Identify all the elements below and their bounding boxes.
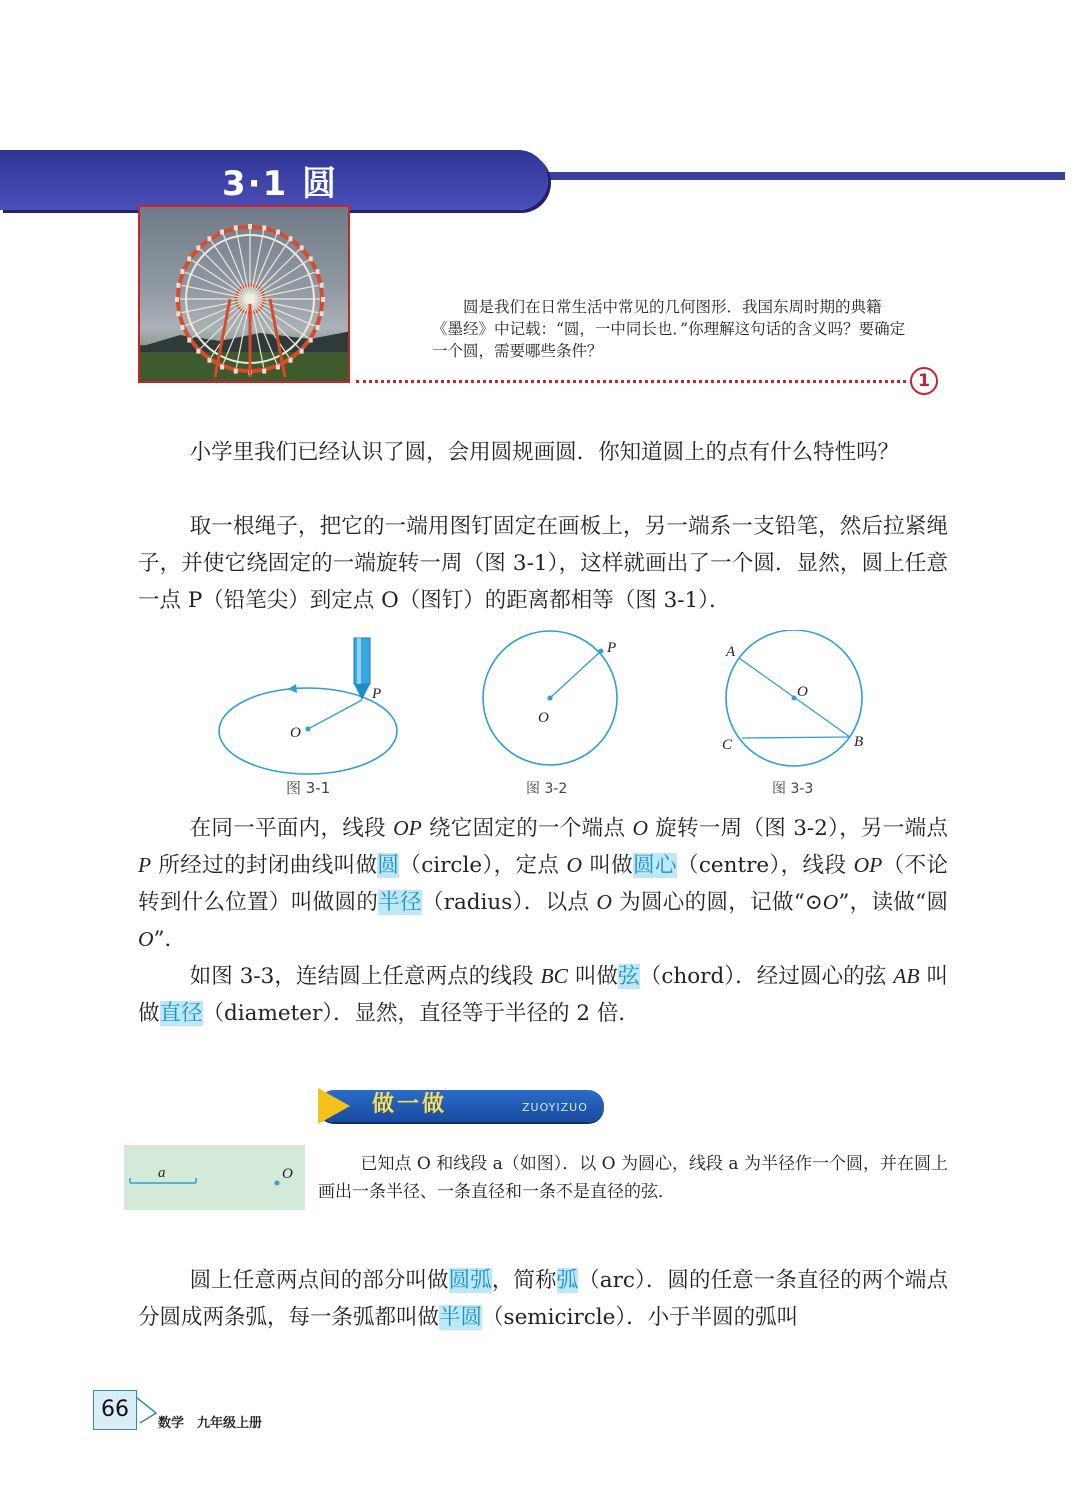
page-number: 66	[93, 1390, 137, 1430]
fig1-label-P: P	[372, 686, 382, 702]
fig3-label-O: O	[797, 684, 808, 700]
fig2-label-O: O	[538, 710, 549, 726]
fig2-label-P: P	[607, 640, 617, 656]
fig1-label-O: O	[290, 725, 301, 741]
figures-row	[210, 630, 890, 805]
term-arc: 圆弧	[448, 1268, 492, 1293]
ferris-wheel-illustration	[140, 207, 350, 383]
activity-title: 做一做	[372, 1092, 448, 1117]
term-diameter: 直径	[159, 1001, 203, 1026]
figure-3-2	[483, 631, 617, 797]
point-label-O: O	[282, 1166, 293, 1182]
figure-3-1	[219, 638, 397, 797]
banner-rule	[540, 172, 1065, 180]
activity-figure-box	[124, 1145, 305, 1210]
paragraph-3: 在同一平面内，线段 OP 绕它固定的一个端点 O 旋转一周（图 3-2），另一端点 P 所经过的封闭曲线叫做圆（circle），定点 O 叫做圆心（centre），线段 OP（不论转到什么位置）叫做圆的半径（radius）．以点 O 为圆心的圆，记做“⊙O”，读做“圆 O”．	[138, 816, 948, 952]
paragraph-1: 小学里我们已经认识了圆，会用圆规画圆．你知道圆上的点有什么特性吗？	[189, 440, 900, 465]
term-semicircle: 半圆	[439, 1305, 483, 1330]
section-title: 3·1 圆	[222, 164, 339, 204]
ferris-wheel-photo	[138, 205, 350, 383]
activity-pinyin: ZUOYIZUO	[522, 1101, 588, 1114]
figure-3-3	[722, 630, 863, 797]
fig1-caption: 图 3-1	[286, 779, 331, 797]
fig3-label-A: A	[726, 644, 736, 660]
term-arc-short: 弧	[556, 1268, 579, 1293]
play-arrow-icon	[318, 1088, 350, 1124]
segment-label-a: a	[158, 1165, 166, 1181]
paragraph-2: 取一根绳子，把它的一端用图钉固定在画板上，另一端系一支铅笔，然后拉紧绳子，并使它绕固定的一端旋转一周（图 3-1），这样就画出了一个圆．显然，圆上任意一点 P（铅笔尖）到定点 O（图钉）的距离都相等（图 3-1）．	[138, 514, 948, 613]
paragraph-4: 如图 3-3，连结圆上任意两点的线段 BC 叫做弦（chord）．经过圆心的弦 AB 叫做直径（diameter）．显然，直径等于半径的 2 倍．	[138, 964, 948, 1026]
activity-task-text: 已知点 O 和线段 a（如图）．以 O 为圆心，线段 a 为半径作一个圆，并在圆上画出一条半径、一条直径和一条不是直径的弦．	[318, 1154, 948, 1202]
term-centre: 圆心	[633, 853, 677, 878]
page-corner-icon	[136, 1395, 160, 1425]
fig3-label-B: B	[854, 734, 864, 750]
fig3-caption: 图 3-3	[772, 781, 814, 797]
fig3-label-C: C	[722, 737, 733, 753]
section-number-badge: 1	[910, 367, 938, 395]
book-title: 数学 九年级上册	[158, 1416, 263, 1431]
pencil-icon	[354, 638, 370, 700]
dotted-divider	[356, 380, 906, 383]
paragraph-5: 圆上任意两点间的部分叫做圆弧，简称弧（arc）．圆的任意一条直径的两个端点分圆成两条弧，每一条弧都叫做半圆（semicircle）．小于半圆的弧叫	[138, 1268, 948, 1330]
term-radius: 半径	[378, 890, 422, 915]
fig2-caption: 图 3-2	[526, 781, 568, 797]
term-circle: 圆	[377, 853, 400, 878]
intro-text: 圆是我们在日常生活中常见的几何图形．我国东周时期的典籍《墨经》中记载：“圆，一中同长也．”你理解这句话的含义吗？要确定一个圆，需要哪些条件？	[432, 298, 906, 360]
segment-figure	[124, 1145, 305, 1210]
term-chord: 弦	[618, 964, 640, 989]
